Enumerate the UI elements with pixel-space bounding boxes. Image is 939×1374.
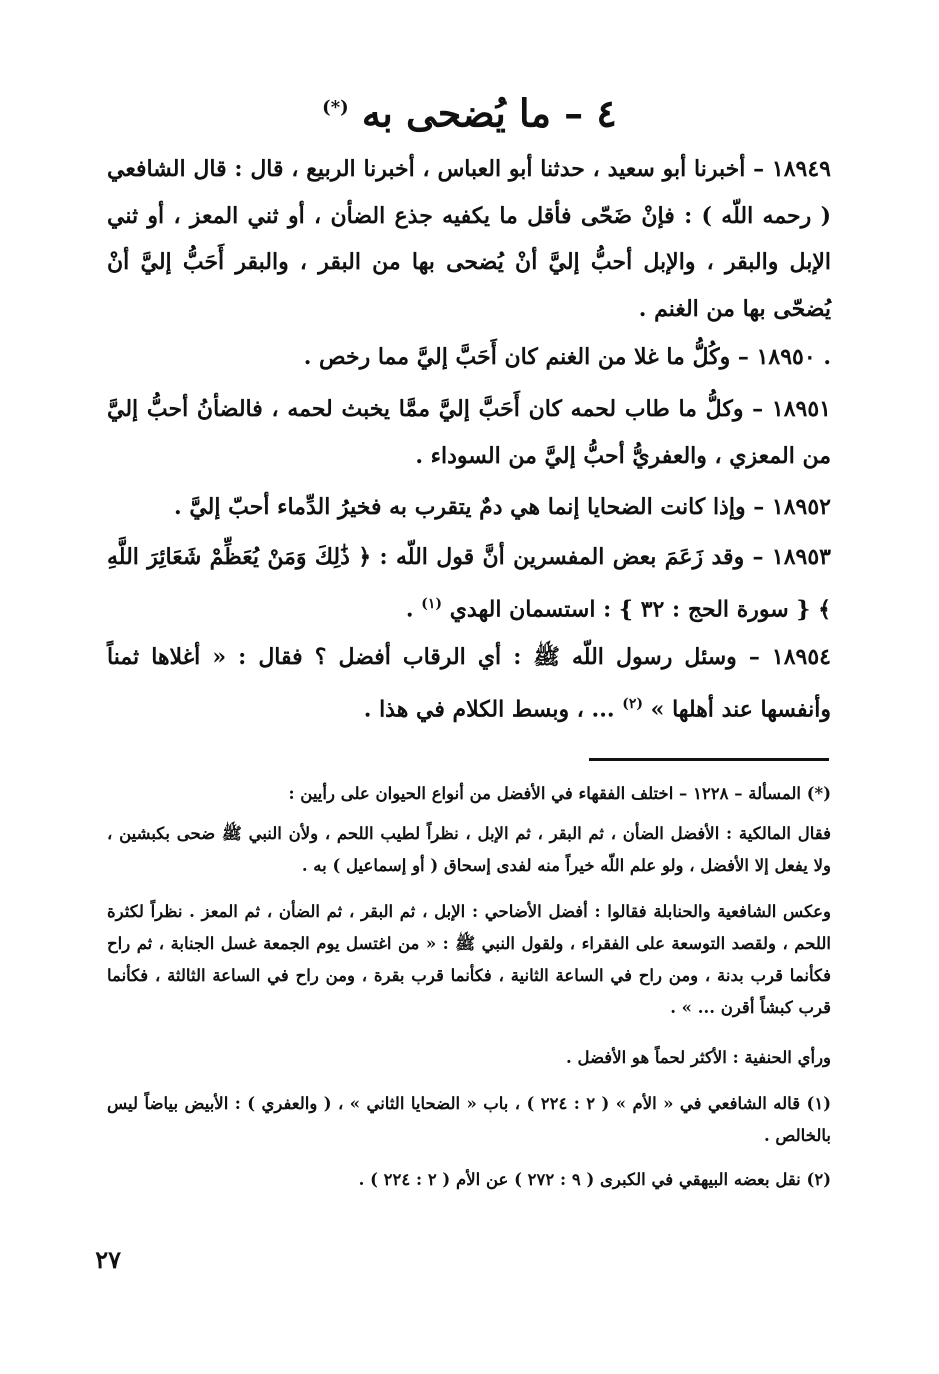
paragraph-text: ١٨٩٥٣ – وقد زَعَمَ بعض المفسرين أنَّ قول اللّه : ﴿ ذَٰلِكَ وَمَنْ يُعَظِّمْ شَعَائِرَ اللَّهِ ﴾ { سورة الحج : ٣٢ } : استسمان الهدي bbox=[107, 544, 831, 622]
paragraph-text: ١٨٩٥١ – وكلُّ ما طاب لحمه كان أَحَبَّ إليَّ ممَّا يخبث لحمه ، فالضأنُ أحبُّ إليَّ من المعزي ، والعفريُّ أحبُّ إليَّ من السوداء . bbox=[107, 396, 831, 469]
section-title-marker: (*) bbox=[322, 97, 349, 118]
paragraph-18950 bbox=[107, 334, 831, 381]
paragraph-18954 bbox=[107, 634, 831, 732]
footnote-ref-1[interactable]: (١) bbox=[421, 595, 443, 612]
footnote-hanafi bbox=[107, 1042, 831, 1074]
footnote-text: (*) المسألة – ١٢٢٨ – اختلف الفقهاء في الأفضل من أنواع الحيوان على رأيين : bbox=[288, 784, 831, 803]
footnote-shafii bbox=[107, 896, 831, 1024]
footnote-text: ورأي الحنفية : الأكثر لحماً هو الأفضل . bbox=[566, 1048, 831, 1067]
paragraph-18949 bbox=[107, 146, 831, 332]
paragraph-tail: . bbox=[405, 595, 414, 622]
section-title bbox=[0, 78, 939, 144]
footnote-maliki bbox=[107, 818, 831, 882]
footnote-ref-2[interactable]: (٢) bbox=[622, 695, 643, 712]
paragraph-18953 bbox=[107, 534, 831, 632]
paragraph-text: ١٨٩٥٢ – وإذا كانت الضحايا إنما هي دمٌ يتقرب به فخيرُ الدِّماء أحبّ إليَّ . bbox=[174, 494, 831, 520]
page-number: ٢٧ bbox=[95, 1245, 121, 1274]
paragraph-text: ١٨٩٤٩ – أخبرنا أبو سعيد ، حدثنا أبو العباس ، أخبرنا الربيع ، قال : قال الشافعي ( رحمه اللّه ) : فإنْ ضَحّى فأقل ما يكفيه جذع الضأن ، أو ثني المعز ، أو ثني الإبل والبقر ، والإبل أحبُّ إليَّ أنْ يُضحى بها من البقر ، والبقر أَحَبُّ إليَّ أنْ يُضحّى بها من الغنم . bbox=[107, 156, 831, 322]
footnote-separator bbox=[589, 758, 829, 761]
footnote-2 bbox=[107, 1164, 831, 1196]
paragraph-18951 bbox=[107, 386, 831, 479]
footnote-text: (١) قاله الشافعي في « الأم » ( ٢ : ٢٢٤ ) ، باب « الضحايا الثاني » ، ( والعفري ) : الأبيض بياضاً ليس بالخالص . bbox=[107, 1094, 831, 1145]
paragraph-text: ١٨٩٥٤ – وسئل رسول اللّه ﷺ : أي الرقاب أفضل ؟ فقال : « أغلاها ثمناً وأنفسها عند أهلها » bbox=[107, 644, 831, 722]
footnote-text: (٢) نقل بعضه البيهقي في الكبرى ( ٩ : ٢٧٢ ) عن الأم ( ٢ : ٢٢٤ ) . bbox=[358, 1170, 831, 1189]
footnote-star bbox=[107, 778, 831, 810]
paragraph-18952 bbox=[107, 484, 831, 531]
section-title-text: ٤ – ما يُضحى به bbox=[361, 90, 617, 136]
footnote-text: فقال المالكية : الأفضل الضأن ، ثم البقر ، ثم الإبل ، نظراً لطيب اللحم ، ولأن النبي ﷺ ضحى بكبشين ، ولا يفعل إلا الأفضل ، ولو علم اللّه خيراً منه لفدى إسحاق ( أو إسماعيل ) به . bbox=[107, 824, 831, 875]
paragraph-text: . ١٨٩٥٠ – وكُلُّ ما غلا من الغنم كان أَحَبَّ إليَّ مما رخص . bbox=[303, 344, 831, 370]
footnote-text: وعكس الشافعية والحنابلة فقالوا : أفضل الأضاحي : الإبل ، ثم البقر ، ثم الضأن ، ثم المعز . نظراً لكثرة اللحم ، ولقصد التوسعة على الفقراء ، ولقول النبي ﷺ : « من اغتسل يوم الجمعة غسل الجنابة ، ثم راح فكأنما قرب بدنة ، ومن راح في الساعة الثانية ، فكأنما قرب بقرة ، ومن راح في الساعة الثالثة ، فكأنما قرب كبشاً أقرن ... » . bbox=[107, 902, 831, 1017]
footnote-1 bbox=[107, 1088, 831, 1152]
paragraph-tail: ... ، وبسط الكلام في هذا . bbox=[363, 695, 615, 722]
